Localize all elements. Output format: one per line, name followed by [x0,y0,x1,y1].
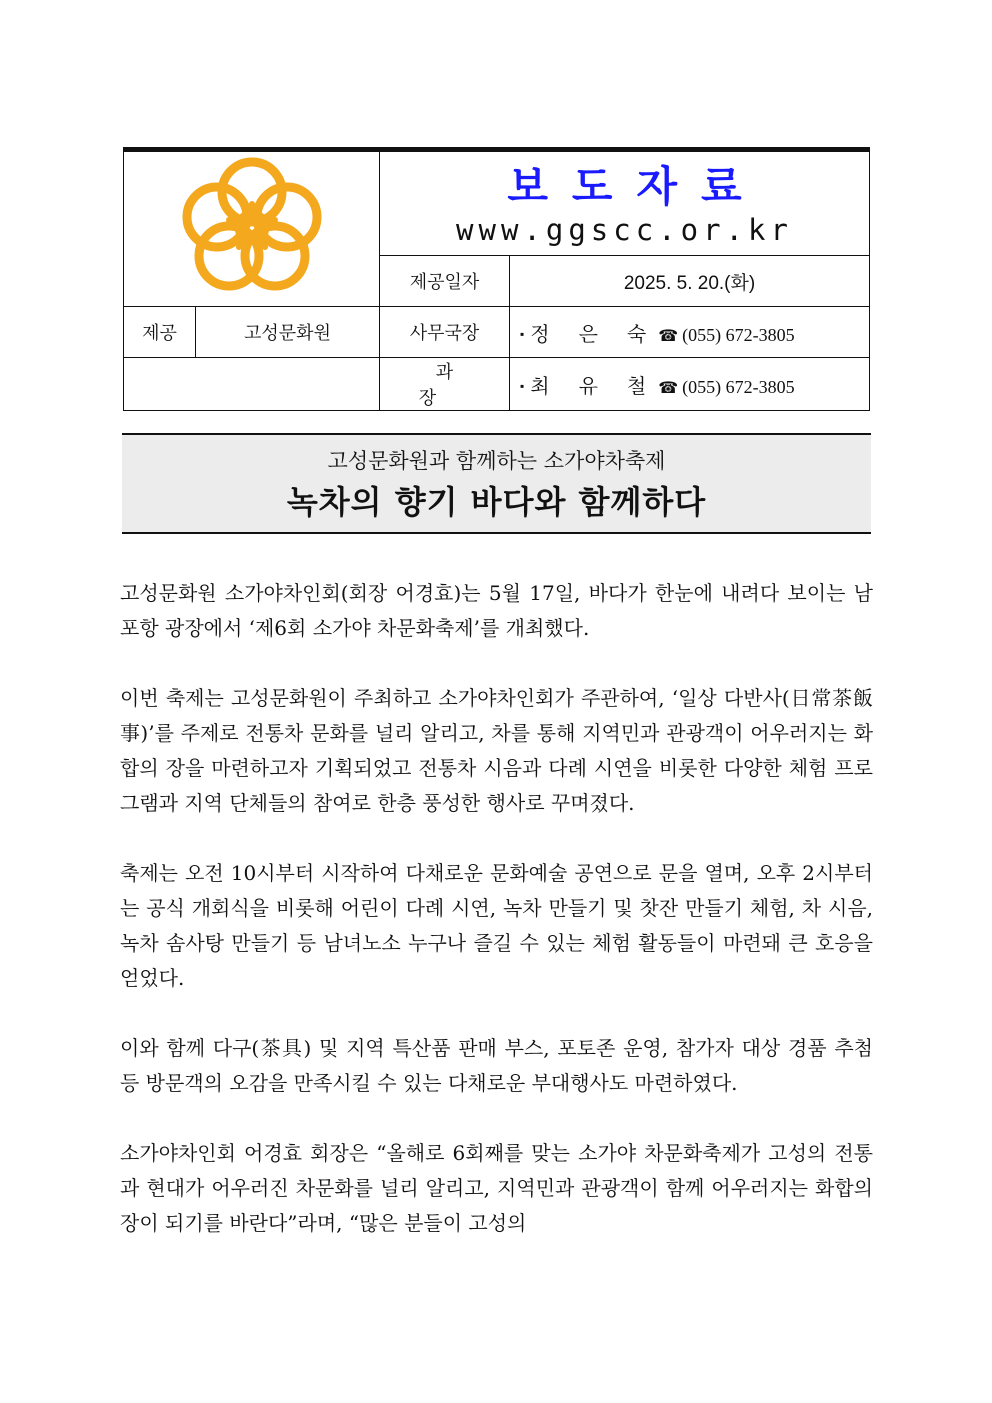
paragraph: 축제는 오전 10시부터 시작하여 다채로운 문화예술 공연으로 문을 열며, 오후 2시부터는 공식 개회식을 비롯해 어린이 다례 시연, 녹차 만들기 및 찻잔 만들기 체험, 차 시음, 녹차 솜사탕 만들기 등 남녀노소 누구나 즐길 수 있는 체험 활동들이 마련돼 큰 호응을 얻었다. [120,861,873,990]
paragraph: 이와 함께 다구(茶具) 및 지역 특산품 판매 부스, 포토존 운영, 참가자 대상 경품 추첨 등 방문객의 오감을 만족시킬 수 있는 다채로운 부대행사도 마련하였다. [120,1036,873,1095]
paragraph: 소가야차인회 어경효 회장은 “올해로 6회째를 맞는 소가야 차문화축제가 고성의 전통과 현대가 어우러진 차문화를 널리 알리고, 지역민과 관광객이 함께 어우러지는 화합의 장이 되기를 바란다”라며, “많은 분들이 고성의 [120,1141,873,1235]
website-url[interactable]: www.ggscc.or.kr [456,212,793,247]
contact-2 [510,358,870,411]
logo-cell [124,150,380,307]
contact-phone: (055) 672-3805 [682,324,795,345]
article-body [120,576,873,1276]
contact-role-1: 사무국장 [380,307,510,358]
empty-cell [124,358,380,411]
press-release-title: 보도자료 [507,161,766,211]
contact-role-2: 과 장 [380,358,510,411]
provider-value: 고성문화원 [196,307,380,358]
date-value: 2025. 5. 20.(화) [510,256,870,307]
headline-subtitle: 고성문화원과 함께하는 소가야차축제 [327,449,666,473]
paragraph: 이번 축제는 고성문화원이 주최하고 소가야차인회가 주관하여, ‘일상 다반사(日常茶飯事)’를 주제로 전통차 문화를 널리 알리고, 차를 통해 지역민과 관광객이 어우러지는 화합의 장을 마련하고자 기획되었고 전통차 시음과 다례 시연을 비롯한 다양한 체험 프로그램과 지역 단체들의 참여로 한층 풍성한 행사로 꾸며졌다. [120,686,873,815]
headline-box [122,433,871,534]
bullet-icon: ▪ [520,378,525,393]
title-cell [380,150,870,256]
paragraph: 고성문화원 소가야차인회(회장 어경효)는 5월 17일, 바다가 한눈에 내려다 보이는 남포항 광장에서 ‘제6회 소가야 차문화축제’를 개최했다. [120,581,873,640]
culture-center-logo [177,152,327,302]
contact-name: 정 은 숙 [530,323,659,346]
contact-name: 최 유 철 [530,375,659,398]
phone-icon: ☎ [658,379,679,397]
provider-label: 제공 [124,307,196,358]
date-label: 제공일자 [380,256,510,307]
press-release-header [123,147,870,411]
bullet-icon: ▪ [520,326,525,341]
headline-title: 녹차의 향기 바다와 함께하다 [286,483,707,521]
contact-1 [510,307,870,358]
phone-icon: ☎ [658,327,679,345]
contact-phone: (055) 672-3805 [682,376,795,397]
